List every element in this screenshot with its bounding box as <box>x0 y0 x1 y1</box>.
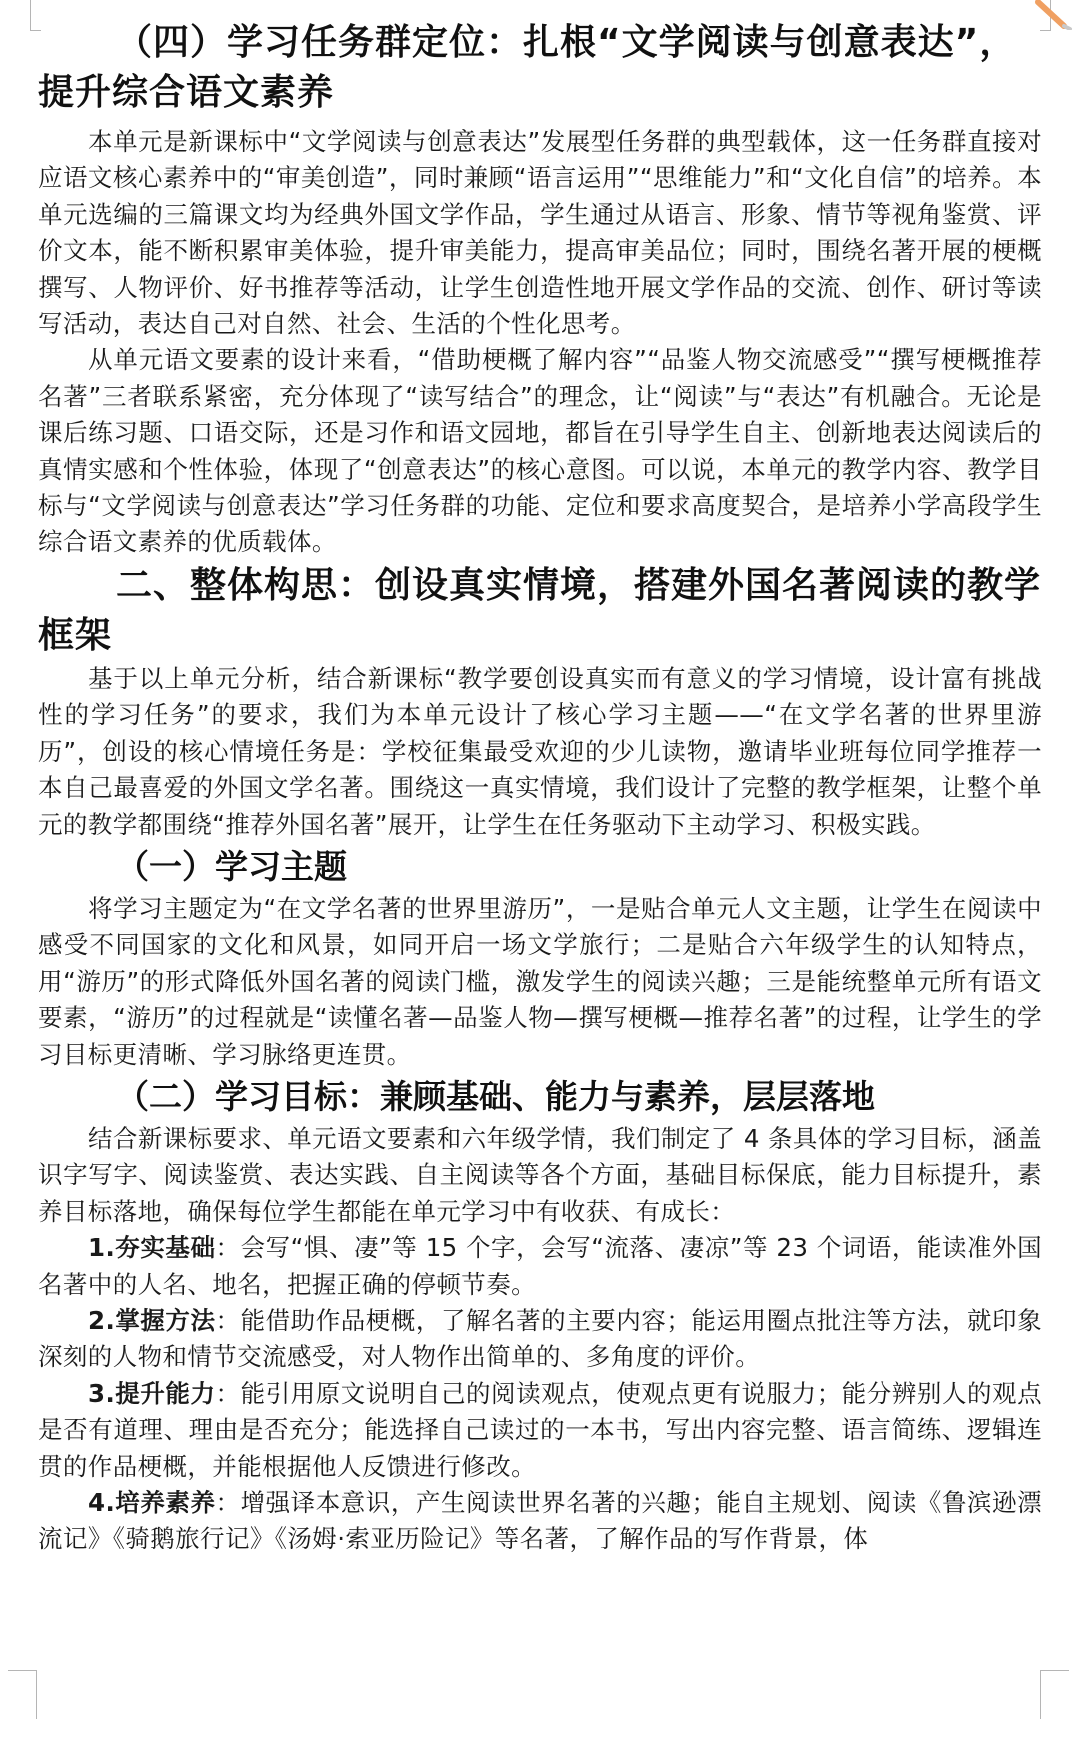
goal-label: 2.掌握方法 <box>88 1305 216 1335</box>
goal-label: 4.培养素养 <box>88 1488 216 1517</box>
subsection1-heading: （一）学习主题 <box>116 846 347 886</box>
subsection2-heading: （二）学习目标：兼顾基础、能力与素养，层层落地 <box>116 1076 875 1116</box>
goal-item <box>38 1230 1042 1303</box>
paragraph: 从单元语文要素的设计来看，“借助梗概了解内容”“品鉴人物交流感受”“撰写梗概推荐名著”三者联系紧密，充分体现了“读写结合”的理念，让“阅读”与“表达”有机融合。无论是课后练习题、口语交际，还是习作和语文园地，都旨在引导学生自主、创新地表达阅读后的真情实感和个性体验，体现了“创意表达”的核心意图。可以说，本单元的教学内容、教学目标与“文学阅读与创意表达”学习任务群的功能、定位和要求高度契合，是培养小学高段学生综合语文素养的优质载体。 <box>38 345 1042 557</box>
paragraph: 结合新课标要求、单元语文要素和六年级学情，我们制定了 4 条具体的学习目标，涵盖识字写字、阅读鉴赏、表达实践、自主阅读等各个方面，基础目标保底，能力目标提升，素养目标落地，确保每位学生都能在单元学习中有收获、有成长： <box>38 1123 1042 1226</box>
goal-text: ：能引用原文说明自己的阅读观点，使观点更有说服力；能分辨别人的观点是否有道理、理由是否充分；能选择自己读过的一本书，写出内容完整、语言简练、逻辑连贯的作品梗概，并能根据他人反馈进行修改。 <box>38 1378 1042 1481</box>
paragraph: 基于以上单元分析，结合新课标“教学要创设真实而有意义的学习情境，设计富有挑战性的学习任务”的要求，我们为本单元设计了核心学习主题——“在文学名著的世界里游历”，创设的核心情境任务是：学校征集最受欢迎的少儿读物，邀请毕业班每位同学推荐一本自己最喜爱的外国文学名著。围绕这一真实情境，我们设计了完整的教学框架，让整个单元的教学都围绕“推荐外国名著”展开，让学生在任务驱动下主动学习、积极实践。 <box>38 663 1042 839</box>
goal-text: ：增强译本意识，产生阅读世界名著的兴趣；能自主规划、阅读《鲁滨逊漂流记》《骑鹅旅行记》《汤姆·索亚历险记》等名著，了解作品的写作背景，体 <box>38 1488 1042 1554</box>
paragraph: 本单元是新课标中“文学阅读与创意表达”发展型任务群的典型载体，这一任务群直接对应语文核心素养中的“审美创造”，同时兼顾“语言运用”“思维能力”和“文化自信”的培养。本单元选编的三篇课文均为经典外国文学作品，学生通过从语言、形象、情节等视角鉴赏、评价文本，能不断积累审美体验，提升审美能力，提高审美品位；同时，围绕名著开展的梗概撰写、人物评价、好书推荐等活动，让学生创造性地开展文学作品的交流、创作、研讨等读写活动，表达自己对自然、社会、生活的个性化思考。 <box>38 127 1042 339</box>
page-corner-mark-bottom-right <box>1040 1670 1069 1719</box>
goal-label: 3.提升能力 <box>88 1378 216 1408</box>
paragraph: 将学习主题定为“在文学名著的世界里游历”，一是贴合单元人文主题，让学生在阅读中感受不同国家的文化和风景，如同开启一场文学旅行；二是贴合六年级学生的认知特点，用“游历”的形式降低外国名著的阅读门槛，激发学生的阅读兴趣；三是能统整单元所有语文要素，“游历”的过程就是“读懂名著—品鉴人物—撰写梗概—推荐名著”的过程，让学生的学习目标更清晰、学习脉络更连贯。 <box>38 893 1042 1069</box>
goal-item <box>38 1303 1042 1376</box>
goal-text: ：会写“惧、凄”等 15 个字，会写“流落、凄凉”等 23 个词语，能读准外国名著中的人名、地名，把握正确的停顿节奏。 <box>38 1233 1042 1299</box>
part2-heading: 二、整体构思：创设真实情境，搭建外国名著阅读的教学框架 <box>38 564 1042 656</box>
page-corner-mark-bottom-left <box>8 1670 37 1719</box>
document-body <box>38 18 1042 1558</box>
goal-item <box>38 1485 1042 1558</box>
goal-label: 1.夯实基础 <box>88 1233 216 1263</box>
goal-text: ：能借助作品梗概，了解名著的主要内容；能运用圈点批注等方法，就印象深刻的人物和情节交流感受，对人物作出简单的、多角度的评价。 <box>38 1305 1042 1372</box>
section4-heading: （四）学习任务群定位：扎根“文学阅读与创意表达”，提升综合语文素养 <box>38 22 1017 113</box>
goal-item <box>38 1376 1042 1485</box>
